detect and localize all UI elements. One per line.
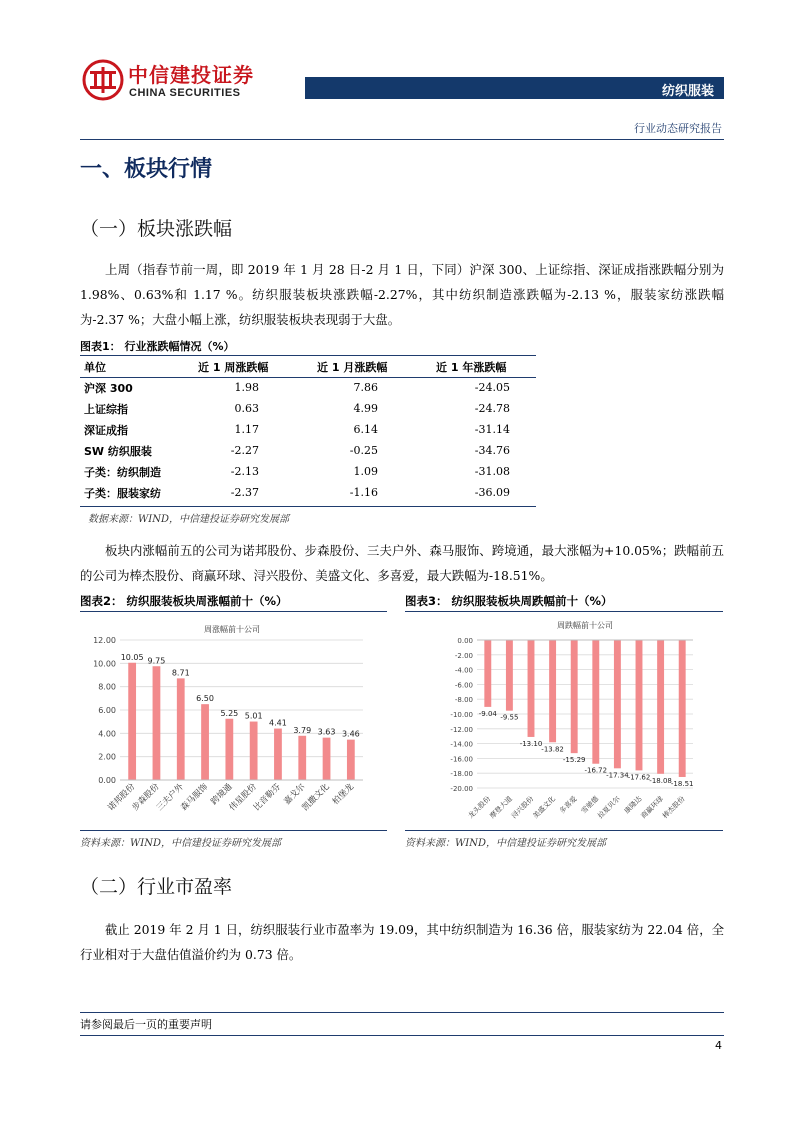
table-header-cell: 近 1 年涨跌幅 (436, 360, 507, 374)
data-label: -13.10 (519, 739, 543, 748)
table-bottom-rule (80, 506, 536, 507)
header-divider (80, 139, 724, 140)
chart-bar (679, 640, 686, 777)
data-label: -16.72 (584, 766, 608, 775)
data-label: 3.79 (293, 725, 312, 735)
y-tick-label: 0.00 (98, 776, 116, 785)
footer-divider (80, 1035, 724, 1036)
chart-bottom-rule (405, 830, 723, 831)
chart-bar (592, 640, 599, 764)
data-label: 8.71 (171, 668, 190, 678)
chart-caption-gainers: 图表2： 纺织服装板块周涨幅前十（%） (80, 594, 288, 608)
row-label: SW 纺织服装 (84, 444, 152, 458)
table-header-rule (80, 377, 536, 378)
footer-divider (80, 1012, 724, 1013)
category-label: 伟星股份 (227, 782, 259, 814)
data-label: 3.63 (317, 727, 336, 737)
chart-top-rule (405, 611, 723, 612)
chart-bar (128, 663, 136, 780)
category-label: 康隆达 (622, 794, 644, 816)
chart-bottom-rule (80, 830, 387, 831)
data-label: -9.55 (500, 713, 519, 722)
data-label: 10.05 (120, 652, 144, 662)
row-label: 深证成指 (84, 423, 128, 437)
section-title: 一、板块行情 (80, 157, 213, 182)
row-label: 子类：纺织制造 (84, 465, 161, 479)
table-cell: 6.14 (353, 423, 378, 436)
chart-caption-losers: 图表3： 纺织服装板块周跌幅前十（%） (405, 594, 613, 608)
losers-chart (405, 614, 723, 828)
gainers-chart (80, 614, 387, 828)
chart-top-rule (80, 611, 387, 612)
y-tick-label: -8.00 (454, 696, 473, 705)
data-label: -18.08 (649, 776, 672, 785)
subsection-title-2: （二）行业市盈率 (80, 876, 233, 898)
report-type: 行业动态研究报告 (634, 122, 722, 135)
table-cell: 7.86 (353, 381, 378, 394)
table-cell: -1.16 (349, 486, 378, 499)
y-tick-label: -14.00 (450, 740, 473, 749)
y-tick-label: -4.00 (454, 666, 473, 675)
table-header-row (80, 356, 536, 377)
table-cell: -2.27 (230, 444, 259, 457)
row-label: 沪深 300 (84, 381, 133, 395)
y-tick-label: 4.00 (98, 729, 116, 739)
data-label: 4.41 (269, 718, 287, 728)
data-label: -13.82 (541, 745, 564, 754)
chart-bar (571, 640, 578, 753)
subsection-title-1: （一）板块涨跌幅 (80, 218, 233, 240)
table-cell: -2.13 (230, 465, 259, 478)
y-tick-label: 10.00 (93, 659, 116, 669)
y-tick-label: -18.00 (450, 770, 473, 779)
y-tick-label: -20.00 (450, 785, 473, 793)
data-label: 5.25 (220, 708, 239, 718)
chart-bar (323, 738, 331, 780)
chart-bar (657, 640, 664, 774)
table-cell: 1.98 (234, 381, 259, 394)
category-label: 摩登大道 (488, 794, 514, 821)
industry-bar (305, 77, 724, 99)
category-label: 商赢环球 (639, 794, 666, 821)
chart-bar (506, 640, 513, 711)
y-tick-label: 12.00 (93, 636, 116, 645)
row-label: 上证综指 (84, 402, 128, 416)
table-caption: 图表1： 行业涨跌幅情况（%） (80, 340, 235, 353)
chart-bar (298, 736, 306, 780)
y-tick-label: 6.00 (98, 706, 116, 715)
category-label: 凯撒文化 (300, 782, 332, 814)
category-label: 拉夏贝尔 (596, 794, 622, 821)
table-cell: 1.09 (353, 465, 378, 478)
data-label: 9.75 (147, 656, 166, 666)
category-label: 美盛文化 (531, 794, 558, 821)
table-cell: -24.78 (474, 402, 510, 415)
data-label: 6.50 (196, 694, 214, 704)
table-cell: -2.37 (230, 486, 259, 499)
industry-tag: 纺织服装 (661, 84, 714, 99)
y-tick-label: -6.00 (454, 681, 473, 690)
category-label: 比音勒芬 (251, 782, 284, 814)
table-cell: 0.63 (234, 402, 259, 415)
table-row (80, 398, 536, 419)
chart-bar (250, 722, 258, 780)
category-label: 跨境通 (209, 782, 235, 808)
category-label: 浔兴股份 (509, 794, 536, 821)
chart-bar (528, 640, 535, 737)
data-label: 5.01 (244, 711, 263, 721)
table-header-cell: 单位 (84, 360, 106, 374)
brand-name-en: CHINA SECURITIES (129, 87, 241, 99)
table-cell: -36.09 (474, 486, 510, 499)
data-label: -18.51 (670, 779, 694, 788)
data-label: -17.62 (627, 773, 651, 782)
chart-bar (201, 704, 209, 780)
y-tick-label: 2.00 (98, 752, 116, 762)
chart-bar (549, 640, 556, 742)
chart-bar (153, 666, 161, 780)
category-label: 步森股份 (130, 782, 162, 814)
category-label: 多喜爱 (558, 794, 579, 816)
y-tick-label: 8.00 (98, 682, 116, 692)
category-label: 三夫户外 (154, 782, 186, 814)
paragraph-3: 截止 2019 年 2 月 1 日，纺织服装行业市盈率为 19.09，其中纺织制造为 16.36 倍，服装家纺为 22.04 倍，全行业相对于大盘估值溢价约为 0.73 倍。 (80, 922, 724, 962)
paragraph-1: 上周（指春节前一周，即 2019 年 1 月 28 日-2 月 1 日，下同）沪深 300、上证综指、深证成指涨跌幅分别为 1.98%、0.63%和 1.17 %。纺织服装板块涨跌幅-2.27%，其中纺织制造涨跌幅为-2.13 %，服装家纺涨跌幅为-2.37 %；大盘小幅上涨，纺织服装板块表现弱于大盘。 (80, 262, 724, 327)
table-cell: 4.99 (353, 402, 378, 415)
y-tick-label: -16.00 (450, 755, 473, 764)
table-row (80, 419, 536, 440)
chart-source-gainers: 资料来源：WIND，中信建投证券研究发展部 (80, 838, 281, 849)
category-label: 柏堡龙 (330, 782, 356, 808)
row-label: 子类：服装家纺 (84, 486, 161, 500)
data-label: -15.29 (562, 756, 586, 765)
y-tick-label: -2.00 (454, 651, 473, 660)
brand-logo (82, 57, 258, 109)
chart-bar (347, 740, 355, 780)
citic-logo-icon (82, 59, 124, 101)
table-row (80, 461, 536, 482)
brand-name-cn: 中信建投证券 (128, 63, 254, 87)
table-source: 数据来源：WIND，中信建投证券研究发展部 (88, 514, 289, 525)
data-label: 3.46 (341, 729, 360, 739)
table-cell: -0.25 (349, 444, 378, 457)
table-row (80, 377, 536, 398)
table-cell: -31.08 (474, 465, 510, 478)
paragraph-2: 板块内涨幅前五的公司为诺邦股份、步森股份、三夫户外、森马服饰、跨境通，最大涨幅为+10.05%；跌幅前五的公司为棒杰股份、商赢环球、浔兴股份、美盛文化、多喜爱，最大跌幅为-18.51%。 (80, 543, 724, 583)
chart-bar (614, 640, 621, 768)
table-header-cell: 近 1 周涨跌幅 (198, 360, 269, 374)
chart-source-losers: 资料来源：WIND，中信建投证券研究发展部 (405, 838, 606, 849)
footer-disclaimer: 请参阅最后一页的重要声明 (80, 1018, 212, 1031)
category-label: 森马服饰 (179, 782, 211, 814)
chart-title: 周跌幅前十公司 (557, 621, 613, 630)
page-number: 4 (715, 1039, 722, 1052)
y-tick-label: -10.00 (450, 711, 473, 719)
chart-bar (177, 678, 185, 780)
category-label: 雪驰德 (579, 794, 601, 816)
category-label: 诺邦股份 (106, 782, 138, 814)
category-label: 嘉戈尔 (282, 782, 308, 808)
table-header-cell: 近 1 月涨跌幅 (317, 360, 388, 374)
table-cell: 1.17 (234, 423, 259, 436)
table-cell: -24.05 (474, 381, 510, 394)
category-label: 棒杰股份 (661, 794, 687, 821)
table-row (80, 482, 536, 503)
chart-bar (225, 719, 233, 780)
chart-bar (484, 640, 491, 707)
chart-bar (636, 640, 643, 770)
category-label: 龙头股份 (466, 794, 493, 821)
y-tick-label: 0.00 (457, 637, 473, 645)
table-cell: -34.76 (474, 444, 510, 457)
table-row (80, 440, 536, 461)
chart-bar (274, 729, 282, 780)
performance-table (80, 356, 536, 503)
data-label: -17.34 (606, 771, 629, 780)
chart-title: 周涨幅前十公司 (204, 625, 260, 634)
data-label: -9.04 (478, 709, 497, 718)
table-cell: -31.14 (474, 423, 510, 436)
y-tick-label: -12.00 (450, 725, 473, 734)
